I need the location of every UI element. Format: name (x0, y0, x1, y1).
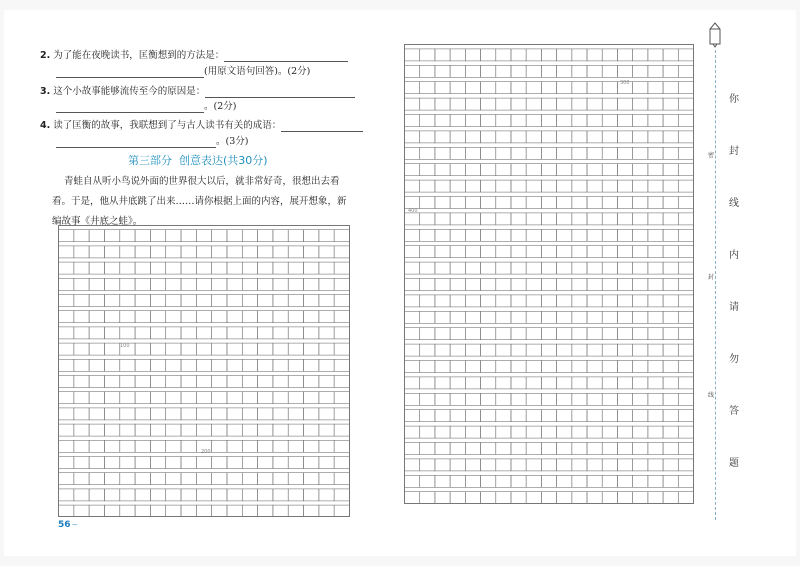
question-3 (40, 86, 355, 98)
word-count-marker-300: 300 (620, 80, 630, 86)
word-count-marker-100: 100 (120, 343, 130, 349)
question-note: 。(2分) (204, 101, 237, 112)
side-char: 答 (729, 406, 739, 417)
side-char: 你 (729, 94, 739, 105)
question-2 (40, 50, 348, 62)
page-number-text: 56 (58, 520, 71, 530)
section-title: 第三部分 创意表达(共30分) (128, 154, 268, 167)
question-text: 读了匡衡的故事，我联想到了与古人读书有关的成语： (53, 120, 282, 131)
side-char: 题 (729, 458, 739, 469)
word-count-marker-400: 400 (408, 208, 418, 214)
writing-prompt: 青蛙自从听小鸟说外面的世界很大以后，就非常好奇，很想出去看看。于是，他从井底跳了出来……请你根据上面的内容，展开想象，新编故事《井底之蛙》。 (52, 176, 347, 227)
writing-grid-right[interactable] (404, 44, 694, 504)
page-number (58, 520, 78, 530)
answer-blank[interactable] (224, 61, 348, 62)
answer-blank[interactable] (56, 147, 216, 148)
question-note: 。(3分) (216, 136, 249, 147)
binding-label: 封 (708, 274, 715, 281)
answer-blank[interactable] (205, 97, 355, 98)
side-char: 封 (729, 146, 739, 157)
side-char: 线 (729, 198, 739, 209)
answer-blank[interactable] (56, 112, 204, 113)
question-number: 3. (40, 86, 51, 97)
side-char: 勿 (729, 354, 739, 365)
writing-grid-left[interactable] (58, 225, 350, 517)
binding-label: 密 (708, 152, 715, 159)
question-4-continued (56, 136, 248, 148)
question-2-continued (56, 66, 310, 78)
answer-blank[interactable] (56, 77, 204, 78)
question-4 (40, 120, 363, 132)
binding-line (715, 50, 716, 520)
question-number: 4. (40, 120, 51, 131)
question-3-continued (56, 101, 236, 113)
question-text: 为了能在夜晚读书，匡衡想到的方法是： (53, 50, 225, 61)
pencil-icon (707, 22, 723, 48)
side-char: 请 (729, 302, 739, 313)
side-char: 内 (729, 250, 739, 261)
answer-blank[interactable] (281, 131, 363, 132)
wave-decoration-icon: ~ (71, 520, 79, 529)
binding-label: 线 (708, 392, 715, 399)
question-text: 这个小故事能够流传至今的原因是： (53, 86, 206, 97)
question-note: (用原文语句回答)。(2分) (204, 66, 311, 77)
word-count-marker-200: 200 (201, 449, 211, 455)
question-number: 2. (40, 50, 51, 61)
